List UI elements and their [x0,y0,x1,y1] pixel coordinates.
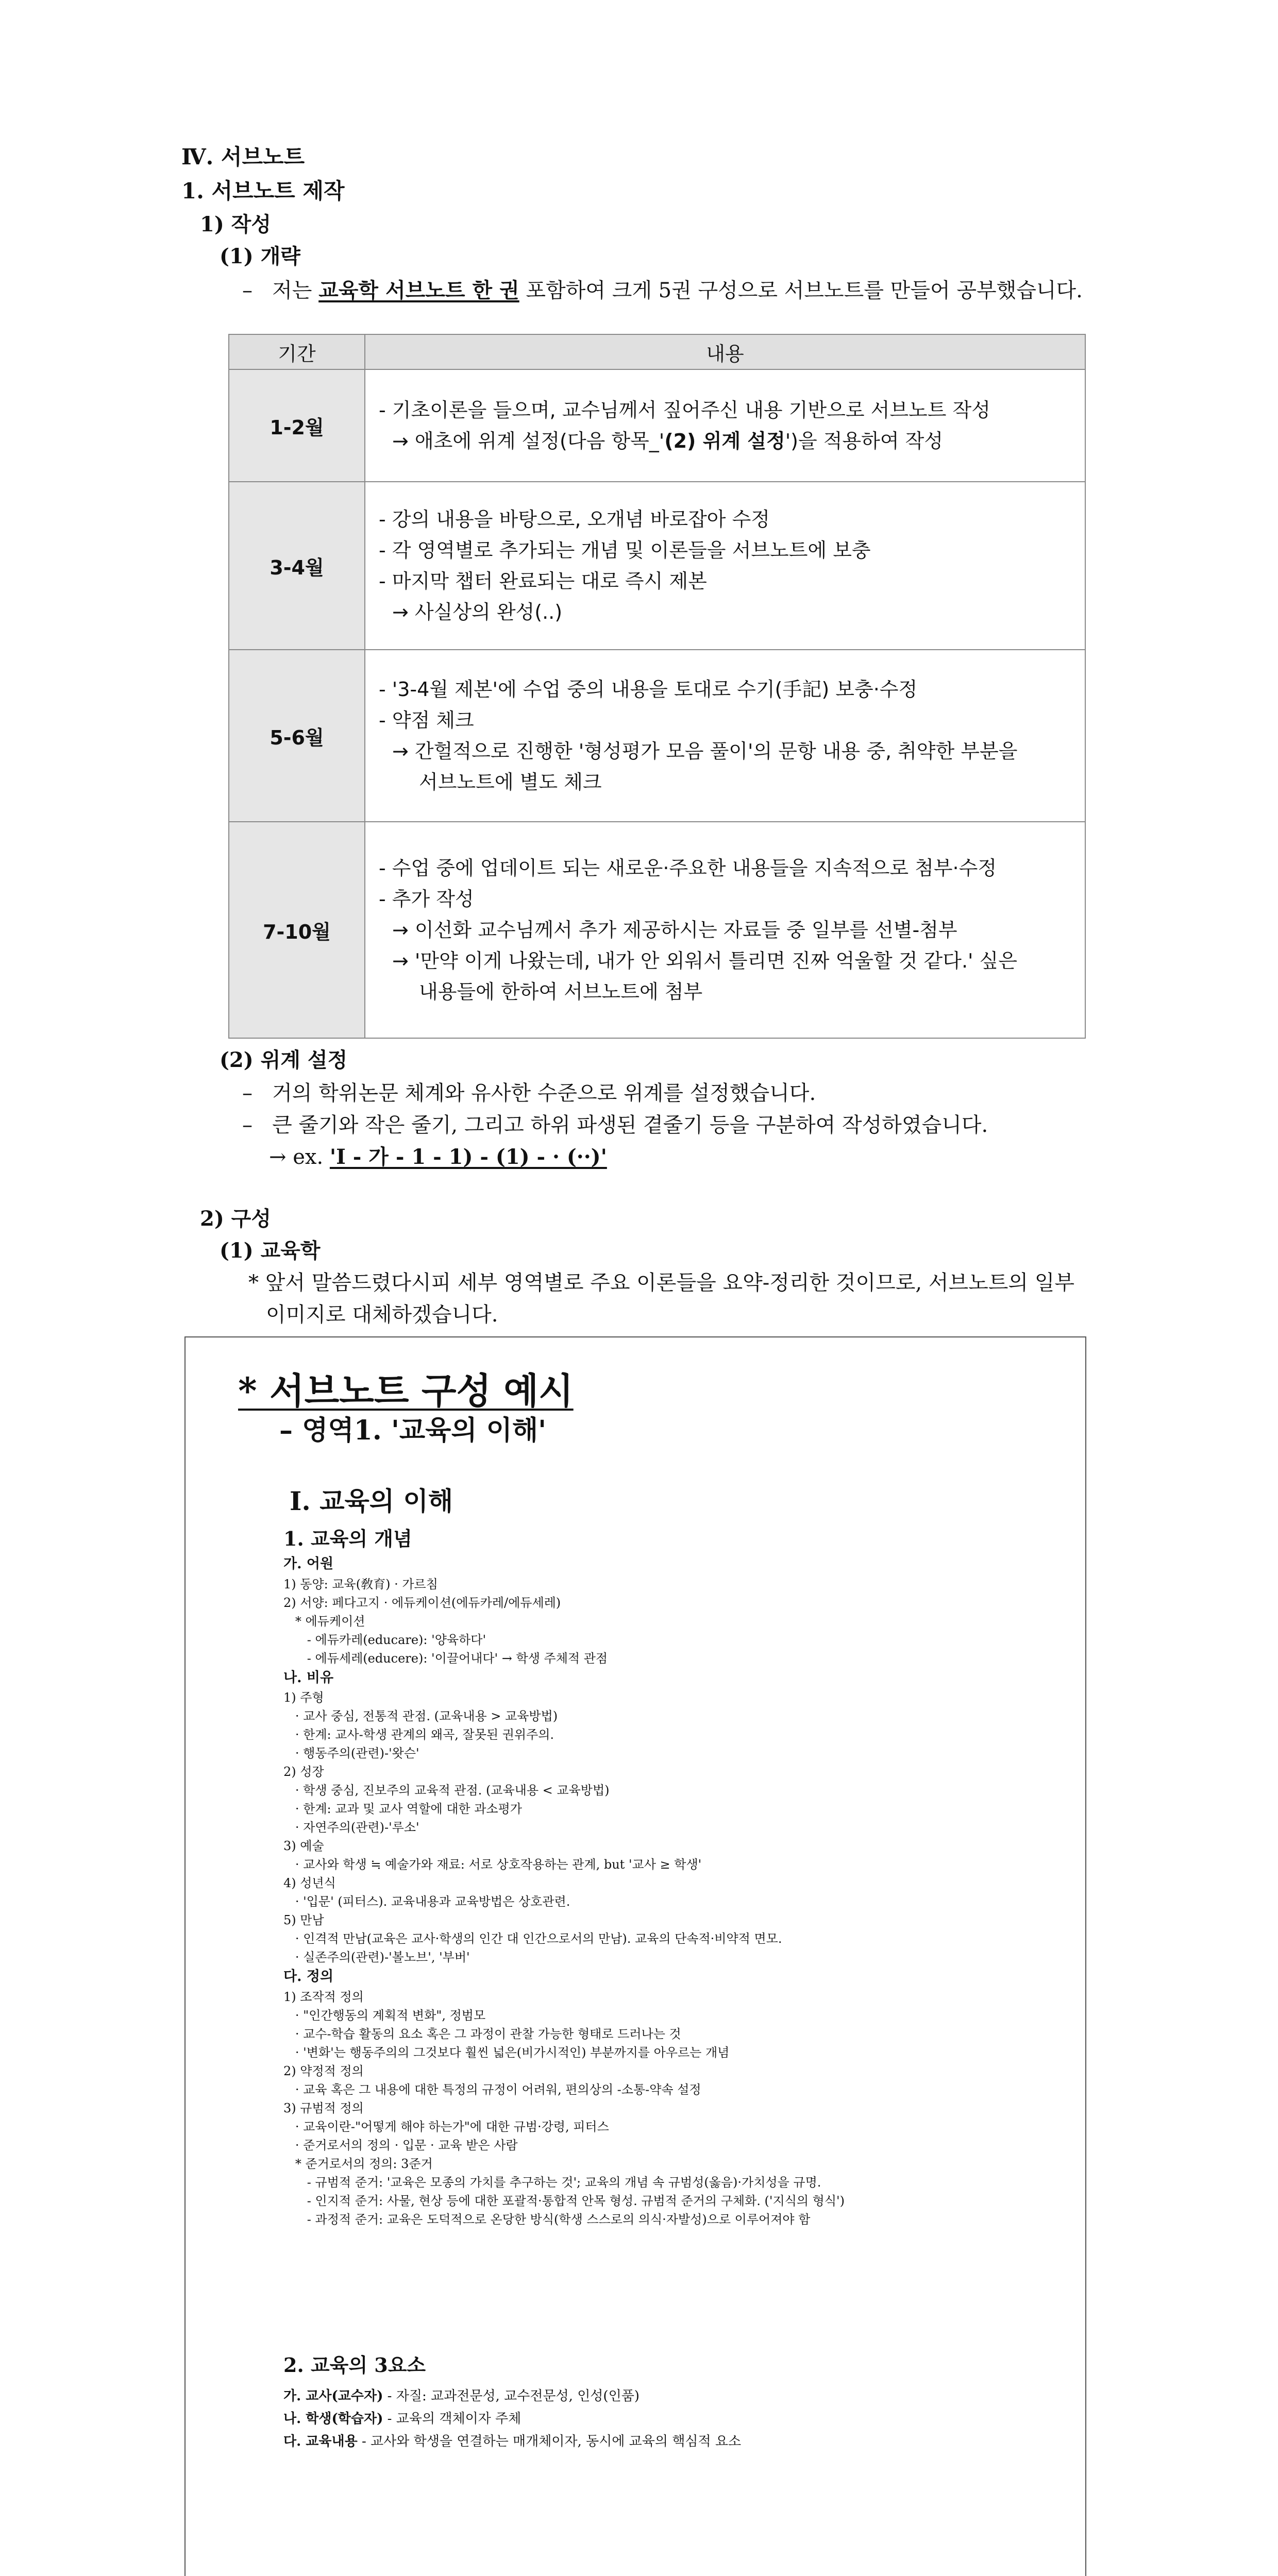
subnote-section-heading-2: 2. 교육의 3요소 [283,2353,426,2377]
structure-note-1: * 앞서 말씀드렸다시피 세부 영역별로 주요 이론들을 요약-정리한 것이므로, 서브노트의 일부 [248,1271,1075,1295]
subnote-line: - 규범적 준거: '교육은 모종의 가치를 추구하는 것'; 교육의 개념 속 규범성(옳음)·가치성을 규명. [283,2175,821,2190]
subnote-line: * 준거로서의 정의: 3준거 [283,2156,433,2171]
intro-paragraph [242,277,1083,304]
subnote-line: · 교육이란-"어떻게 해야 하는가"에 대한 규범·강령, 피터스 [283,2119,609,2134]
intro-text-pre: 저는 [272,279,319,302]
subnote-line: 2) 서양: 페다고지 · 에듀케이션(에듀카레/에듀세레) [283,1595,561,1610]
content-line: → '만약 이게 나왔는데, 내가 안 외워서 틀리면 진짜 억울할 것 같다.' 싶은 [392,950,1017,973]
subnote-line: · 실존주의(관련)-'볼노브', '부버' [283,1950,470,1964]
subnote-line: 1) 주형 [283,1690,324,1705]
subnote-line: · 한계: 교사-학생 관계의 왜곡, 잘못된 권위주의. [283,1727,554,1742]
subnote-line: 3) 규범적 정의 [283,2100,364,2115]
subnote-example-image [184,1336,1086,2576]
content-line: → 간헐적으로 진행한 '형성평가 모음 풀이'의 문항 내용 중, 취약한 부분을 [392,740,1018,762]
row-content [365,650,1085,822]
table-header-row [229,334,1085,369]
hierarchy-title: (2) 위계 설정 [220,1048,348,1072]
subnote-line: · 행동주의(관련)-'왓슨' [283,1746,419,1760]
row-content [365,822,1085,1038]
schedule-table [228,334,1086,1039]
subnote-line: 3) 예술 [283,1839,324,1853]
content-line: - 기초이론을 들으며, 교수님께서 짚어주신 내용 기반으로 서브노트 작성 [379,398,990,421]
content-line: - 약점 체크 [379,708,474,732]
subnote-line: · '변화'는 행동주의의 그것보다 훨씬 넓은(비가시적인) 부분까지를 아우르는 개념 [283,2045,730,2060]
section-subtitle: 1. 서브노트 제작 [181,178,345,204]
intro-text-bold: 교육학 서브노트 한 권 [318,278,519,302]
subnote-line: · 교사 중심, 전통적 관점. (교육내용 > 교육방법) [283,1709,558,1723]
content-line: - 각 영역별로 추가되는 개념 및 이론들을 서브노트에 보충 [379,538,871,562]
subnote-line: · 교육 혹은 그 내용에 대한 특정의 규정이 어려워, 편의상의 -소통-약속 설정 [283,2082,701,2097]
row-content [365,369,1085,482]
subnote-line: · 준거로서의 정의 · 입문 · 교육 받은 사람 [283,2138,518,2153]
subnote-line: 5) 만남 [283,1913,324,1927]
hierarchy-line-2: – 큰 줄기와 작은 줄기, 그리고 하위 파생된 곁줄기 등을 구분하여 작성하였습니다. [242,1113,988,1137]
header-content: 내용 [365,334,1085,369]
element-label: 다. 교육내용 [283,2434,358,2450]
table-row [229,369,1085,482]
element-desc: - 교육의 객체이자 주체 [383,2411,522,2427]
content-line: - 수업 중에 업데이트 되는 새로운·주요한 내용들을 지속적으로 첨부·수정 [379,856,997,879]
sub-heading-overview: (1) 개략 [220,244,300,268]
intro-text-post: 포함하여 크게 5권 구성으로 서브노트를 만들어 공부했습니다. [519,279,1083,302]
element-label: 나. 학생(학습자) [283,2411,383,2427]
subnote-line: * 에듀케이션 [283,1614,365,1629]
subnote-subtitle: – 영역1. '교육의 이해' [279,1415,547,1446]
content-line: → 사실상의 완성(..) [392,601,563,624]
row-period: 7-10월 [229,822,365,1038]
subnote-line: - 인지적 준거: 사물, 현상 등에 대한 포괄적·통합적 안목 형성. 규범적 준거의 구체화. ('지식의 형식') [283,2193,845,2208]
hierarchy-line-1-text: 거의 학위논문 체계와 유사한 수준으로 위계를 설정했습니다. [272,1081,816,1105]
section-title: Ⅳ. 서브노트 [181,144,305,170]
subnote-line: - 에듀카레(educare): '양육하다' [283,1632,486,1647]
content-line: → 애초에 위계 설정(다음 항목_'(2) 위계 설정')을 적용하여 작성 [392,430,944,452]
content-line: - '3-4월 제본'에 수업 중의 내용을 토대로 수기(手記) 보충·수정 [379,677,918,701]
subnote-line: 4) 성년식 [283,1876,336,1890]
row-period: 1-2월 [229,369,365,482]
example-prefix: → ex. [269,1145,330,1169]
subnote-line: - 과정적 준거: 교육은 도덕적으로 온당한 방식(학생 스스로의 의식·자발성)으로 이루어져야 함 [283,2212,811,2227]
row-content [365,482,1085,650]
example-text: 'Ⅰ - 가 - 1 - 1) - (1) - · (··)' [329,1145,607,1169]
subnote-section-heading: 1. 교육의 개념 [283,1527,412,1550]
element-desc: - 자질: 교과전문성, 교수전문성, 인성(인품) [383,2388,640,2404]
subnote-line: 다. 정의 [283,1969,334,1985]
list-dash: – [242,279,253,302]
subnote-line: · 자연주의(관련)-'루소' [283,1820,419,1835]
list-item [283,2408,1056,2430]
subnote-line: 가. 어원 [283,1556,334,1572]
subnote-line: 2) 약정적 정의 [283,2063,364,2078]
hierarchy-line-1: – 거의 학위논문 체계와 유사한 수준으로 위계를 설정했습니다. [242,1081,816,1105]
subnote-line: · 인격적 만남(교육은 교사·학생의 인간 대 인간으로서의 만남). 교육의 단속적·비약적 면모. [283,1931,782,1946]
content-line: → 이선화 교수님께서 추가 제공하시는 자료들 중 일부를 선별-첨부 [392,918,957,941]
subnote-line: 나. 비유 [283,1669,334,1686]
structure-sub: (1) 교육학 [220,1239,321,1263]
element-desc: - 교사와 학생을 연결하는 매개체이자, 동시에 교육의 핵심적 요소 [357,2434,742,2450]
hierarchy-example [269,1144,607,1171]
sub-heading-writing: 1) 작성 [200,212,271,236]
list-item [283,2430,1056,2453]
content-line: 서브노트에 별도 체크 [419,771,602,794]
table-row [229,650,1085,822]
subnote-line: 1) 동양: 교육(敎育) · 가르침 [283,1577,438,1591]
header-period: 기간 [229,334,365,369]
table-row [229,482,1085,650]
list-item [283,2385,1056,2408]
row-period: 5-6월 [229,650,365,822]
content-line: - 마지막 챕터 완료되는 대로 즉시 제본 [379,570,707,592]
subnote-chapter-heading: Ⅰ. 교육의 이해 [290,1486,453,1516]
subnote-line: 1) 조작적 정의 [283,1989,364,2004]
subnote-line: · '입문' (피터스). 교육내용과 교육방법은 상호관련. [283,1894,570,1909]
subnote-elements [283,2349,1056,2453]
subnote-body [283,1554,845,2229]
element-label: 가. 교사(교수자) [283,2388,383,2404]
subnote-line: · "인간행동의 계획적 변화", 정범모 [283,2008,486,2023]
subnote-line: 2) 성장 [283,1765,324,1779]
subnote-title: * 서브노트 구성 예시 [238,1369,574,1412]
content-line: - 강의 내용을 바탕으로, 오개념 바로잡아 수정 [379,507,770,531]
hierarchy-line-2-text: 큰 줄기와 작은 줄기, 그리고 하위 파생된 곁줄기 등을 구분하여 작성하였습니다. [272,1113,988,1137]
subnote-line: - 에듀세레(educere): '이끌어내다' → 학생 주체적 관점 [283,1651,608,1666]
subnote-line: · 교수-학습 활동의 요소 혹은 그 과정이 관찰 가능한 형태로 드러나는 것 [283,2026,681,2041]
table-row [229,822,1085,1038]
structure-note-2: 이미지로 대체하겠습니다. [266,1303,498,1327]
subnote-line: · 한계: 교과 및 교사 역할에 대한 과소평가 [283,1802,522,1816]
content-line: 내용들에 한하여 서브노트에 첨부 [419,980,703,1004]
content-line: - 추가 작성 [379,887,474,910]
row-period: 3-4월 [229,482,365,650]
subnote-line: · 교사와 학생 ≒ 예술가와 재료: 서로 상호작용하는 관계, but '교사 ≥ 학생' [283,1857,702,1872]
subnote-line: · 학생 중심, 진보주의 교육적 관점. (교육내용 < 교육방법) [283,1783,610,1798]
structure-title: 2) 구성 [200,1207,271,1231]
